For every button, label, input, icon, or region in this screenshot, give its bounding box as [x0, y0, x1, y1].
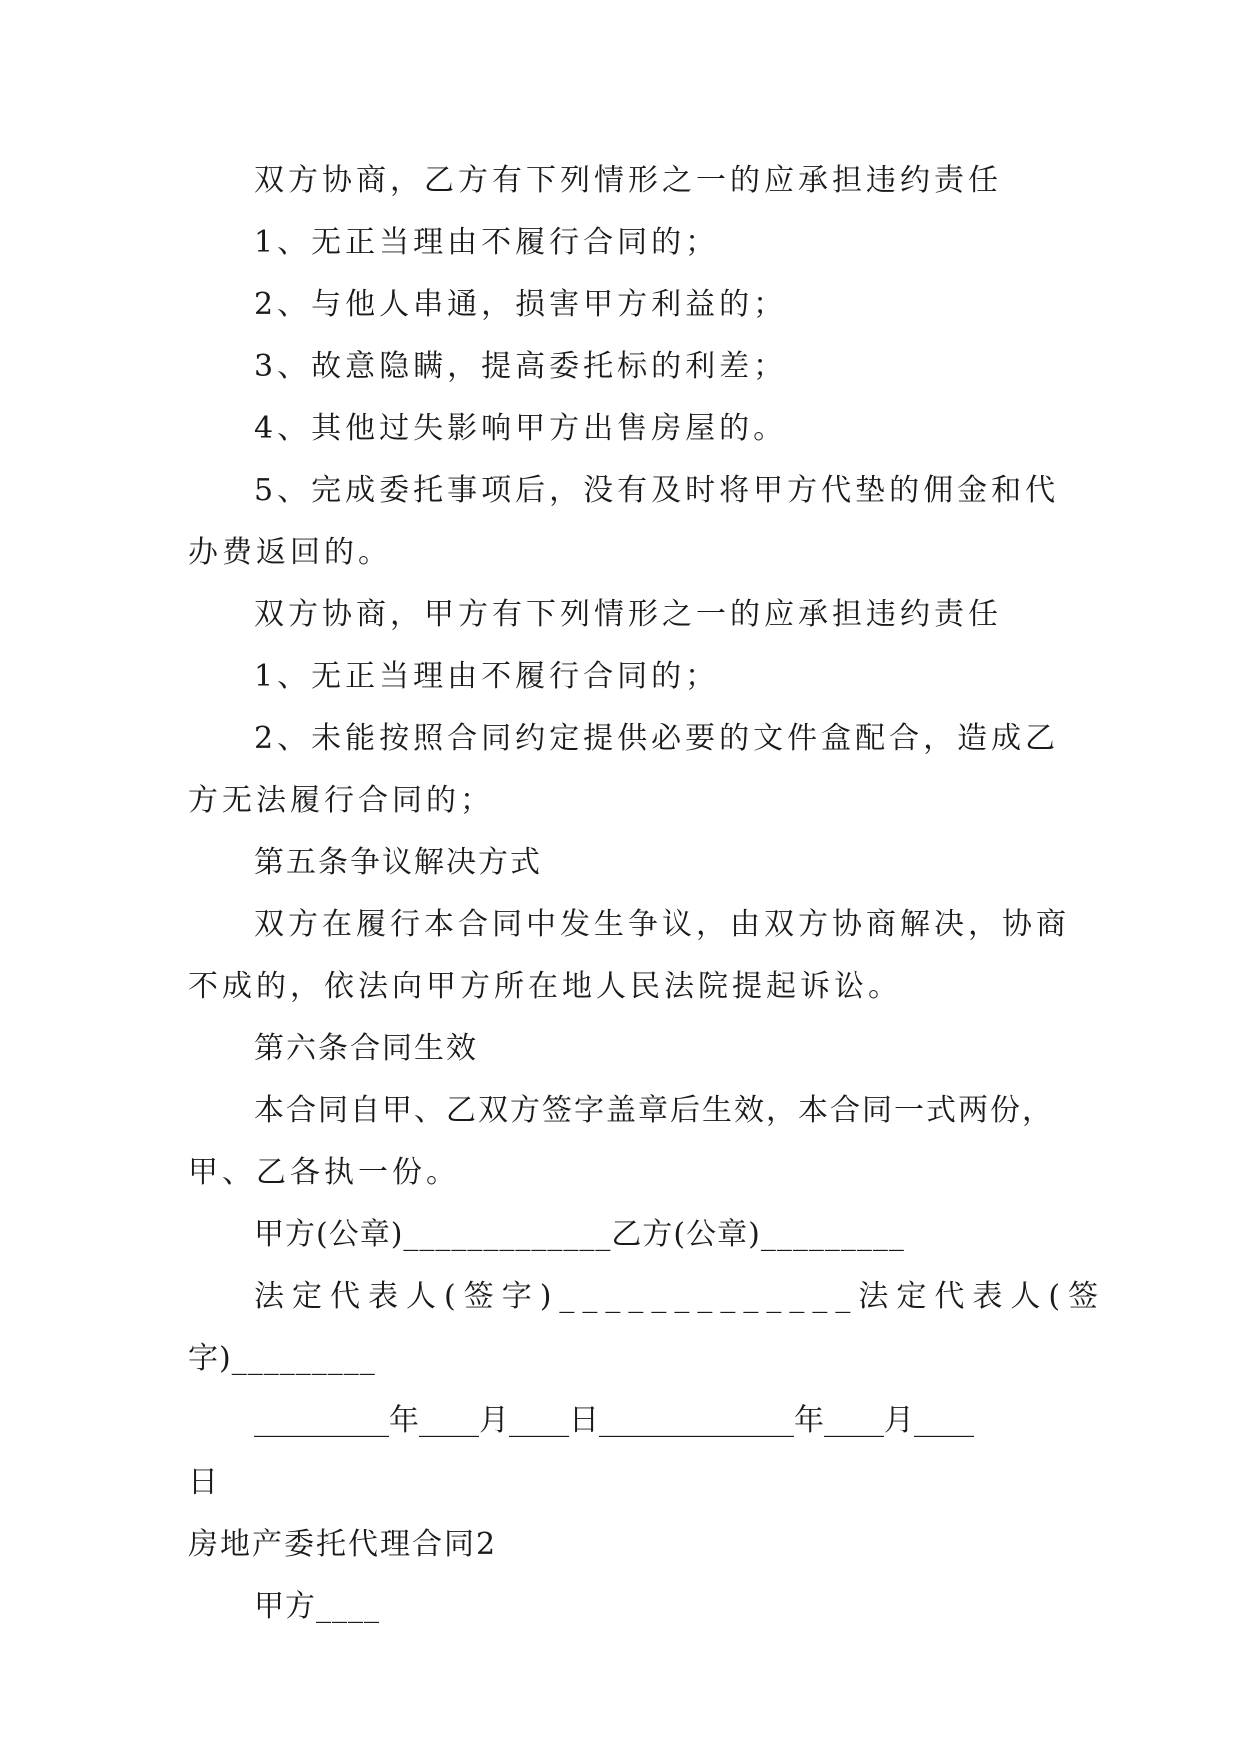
paragraph-line: 本合同自甲、乙双方签字盖章后生效，本合同一式两份，: [254, 1093, 1054, 1128]
section-heading: 第五条争议解决方式: [254, 845, 542, 880]
signature-line-seal: 甲方(公章)_____________乙方(公章)_________: [254, 1217, 905, 1252]
list-item: 1、无正当理由不履行合同的；: [254, 659, 720, 694]
section-heading: 第六条合同生效: [254, 1031, 478, 1066]
list-item-continuation: 办费返回的。: [188, 535, 392, 570]
signature-line-continuation: 字)_________: [188, 1341, 376, 1376]
list-item: 4、其他过失影响甲方出售房屋的。: [254, 411, 788, 446]
list-item: 5、完成委托事项后，没有及时将甲方代垫的佣金和代: [254, 473, 1060, 508]
document-title: 房地产委托代理合同2: [188, 1527, 498, 1562]
list-item-continuation: 方无法履行合同的；: [188, 783, 494, 818]
party-a-line: 甲方____: [254, 1589, 380, 1624]
list-item: 2、与他人串通，损害甲方利益的；: [254, 287, 788, 322]
paragraph-continuation: 甲、乙各执一份。: [188, 1155, 460, 1190]
list-item: 1、无正当理由不履行合同的；: [254, 225, 720, 260]
list-item: 3、故意隐瞒，提高委托标的利差；: [254, 349, 788, 384]
document-body: [188, 150, 1107, 1638]
paragraph-line: 双方在履行本合同中发生争议，由双方协商解决，协商: [254, 907, 1070, 942]
paragraph-line: 双方协商，乙方有下列情形之一的应承担违约责任: [254, 163, 1002, 198]
signature-line-representative: 法定代表人(签字)_____________法定代表人(签: [254, 1279, 1107, 1314]
paragraph-line: 双方协商，甲方有下列情形之一的应承担违约责任: [254, 597, 1002, 632]
list-item: 2、未能按照合同约定提供必要的文件盒配合，造成乙: [254, 721, 1060, 756]
paragraph-continuation: 不成的，依法向甲方所在地人民法院提起诉讼。: [188, 969, 902, 1004]
date-line: _________年____月____日_____________年____月____: [254, 1403, 974, 1438]
date-line-continuation: 日: [188, 1465, 222, 1500]
